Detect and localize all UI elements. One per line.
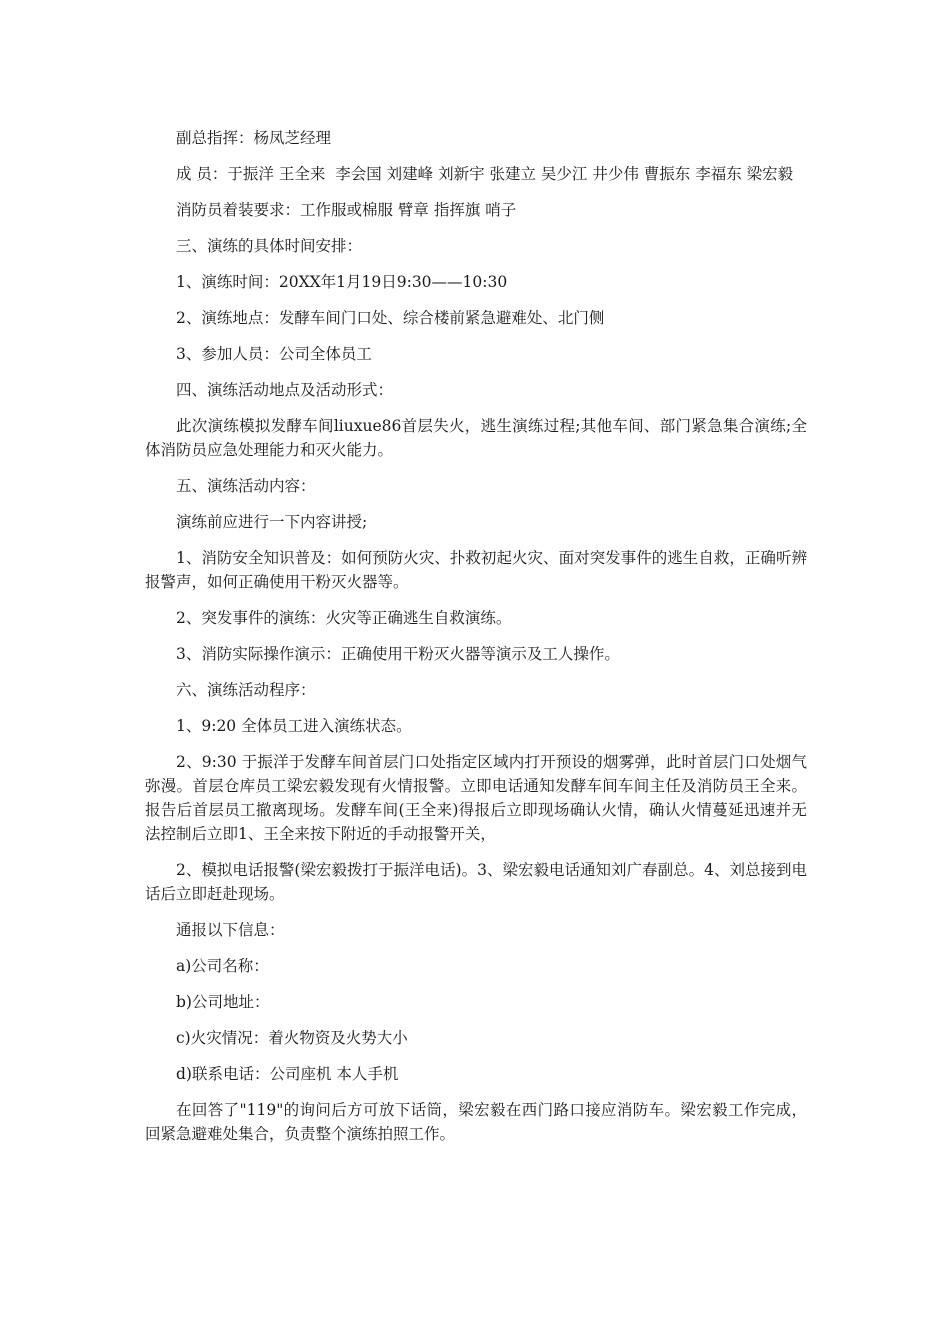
report-contact-phone: d)联系电话：公司座机 本人手机: [176, 1065, 399, 1083]
section-heading-schedule: 三、演练的具体时间安排：: [176, 237, 363, 255]
members-line: 成 员：于振洋 王全来 李会国 刘建峰 刘新宇 张建立 吴少江 井少伟 曹振东 李福东 梁宏毅: [176, 165, 794, 183]
content-item-2: 2、突发事件的演练：火灾等正确逃生自救演练。: [176, 609, 512, 627]
document-page: [145, 126, 807, 1158]
firefighter-attire-line: 消防员着装要求：工作服或棉服 臂章 指挥旗 哨子: [176, 201, 517, 219]
participants-line: 3、参加人员：公司全体员工: [176, 345, 372, 363]
closing-paragraph: 在回答了"119"的询问后方可放下话筒，梁宏毅在西门路口接应消防车。梁宏毅工作完成，回紧急避难处集合，负责整个演练拍照工作。: [145, 1101, 807, 1143]
drill-location-line: 2、演练地点：发酵车间门口处、综合楼前紧急避难处、北门侧: [176, 309, 605, 327]
drill-time-line: 1、演练时间：20XX年1月19日9:30——10:30: [176, 273, 508, 291]
content-item-3: 3、消防实际操作演示：正确使用干粉灭火器等演示及工人操作。: [176, 645, 620, 663]
procedure-step-3: 2、模拟电话报警(梁宏毅拨打于振洋电话)。3、梁宏毅电话通知刘广春副总。4、刘总接到电话后立即赶赴现场。: [145, 861, 807, 903]
report-fire-situation: c)火灾情况：着火物资及火势大小: [176, 1029, 408, 1047]
deputy-commander-line: 副总指挥：杨凤芝经理: [176, 129, 332, 147]
procedure-step-1: 1、9:20 全体员工进入演练状态。: [176, 717, 412, 735]
content-item-1: 1、消防安全知识普及：如何预防火灾、扑救初起火灾、面对突发事件的逃生自救，正确听辨报警声，如何正确使用干粉灭火器等。: [145, 549, 807, 591]
report-company-name: a)公司名称：: [176, 957, 269, 975]
drill-simulation-paragraph: 此次演练模拟发酵车间liuxue86首层失火，逃生演练过程;其他车间、部门紧急集合演练;全体消防员应急处理能力和灭火能力。: [145, 417, 807, 459]
report-company-address: b)公司地址：: [176, 993, 270, 1011]
section-heading-content: 五、演练活动内容：: [176, 477, 316, 495]
section-heading-procedure: 六、演练活动程序：: [176, 681, 316, 699]
section-heading-format: 四、演练活动地点及活动形式：: [176, 381, 394, 399]
report-info-heading: 通报以下信息：: [176, 921, 285, 939]
procedure-step-2: 2、9:30 于振洋于发酵车间首层门口处指定区域内打开预设的烟雾弹，此时首层门口处烟气弥漫。首层仓库员工梁宏毅发现有火情报警。立即电话通知发酵车间车间主任及消防员王全来。报告后首层员工撤离现场。发酵车间(王全来)得报后立即现场确认火情，确认火情蔓延迅速并无法控制后立即1、王全来按下附近的手动报警开关，: [145, 753, 807, 843]
pre-drill-lecture-line: 演练前应进行一下内容讲授;: [176, 513, 368, 531]
